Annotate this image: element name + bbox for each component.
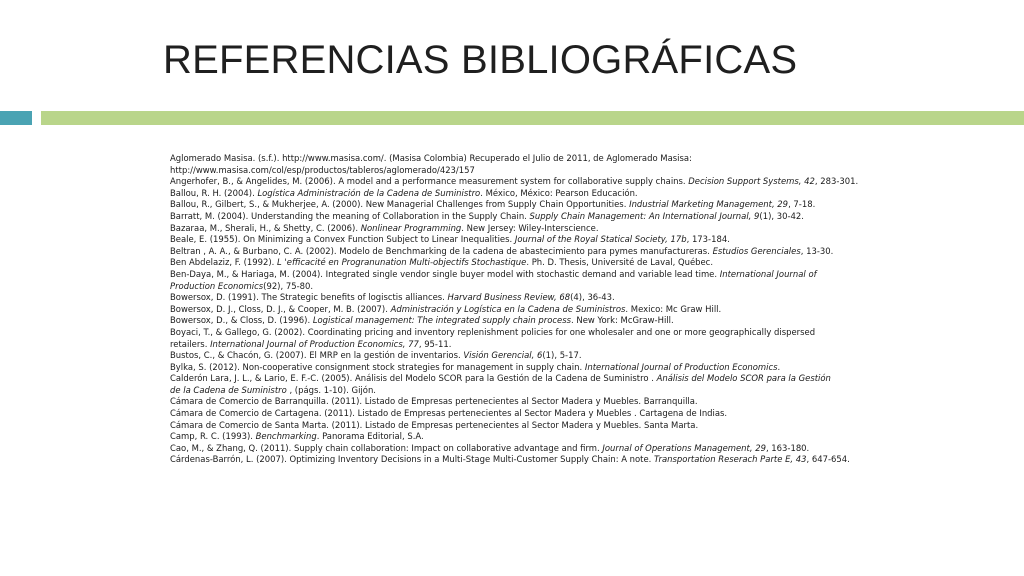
reference-text: retailers.	[170, 338, 211, 349]
reference-text: . Ph. D. Thesis, Université de Laval, Québec.	[526, 257, 714, 268]
reference-text: , 13-30.	[800, 245, 834, 256]
reference-text: Ballou, R. H. (2004).	[170, 187, 258, 198]
reference-text: . New York: McGraw-Hill.	[571, 315, 674, 326]
reference-text: Camp, R. C. (1993).	[170, 431, 256, 442]
reference-text: Cárdenas-Barrón, L. (2007). Optimizing Inventory Decisions in a Multi-Stage Multi-Customer Supply Chain: A note.	[170, 454, 655, 465]
reference-italic: Industrial Marketing Management, 29	[629, 199, 789, 210]
accent-bar-right	[41, 111, 1024, 125]
reference-text: Ballou, R., Gilbert, S., & Mukherjee, A. (2000). New Managerial Challenges from Supply Chain Opportunities.	[170, 199, 630, 210]
references-list	[170, 153, 930, 466]
reference-text: Bylka, S. (2012). Non-cooperative consignment stock strategies for management in supply chain.	[170, 361, 585, 372]
reference-italic: Benchmarking	[255, 431, 317, 442]
reference-text: . Panorama Editorial, S.A.	[316, 431, 424, 442]
reference-italic: Estudios Gerenciales	[712, 245, 801, 256]
reference-italic: International Journal of Production Economics	[584, 361, 778, 372]
reference-line	[170, 234, 930, 246]
reference-text: , 7-18.	[788, 199, 816, 210]
reference-italic: Nonlinear Programming	[360, 222, 462, 233]
reference-text: Boyaci, T., & Gallego, G. (2002). Coordinating pricing and inventory replenishment policies for one wholesaler and one or more geographically dispersed	[170, 326, 816, 337]
reference-italic: International Journal of Production Economics, 77	[210, 338, 419, 349]
reference-text: Cámara de Comercio de Santa Marta. (2011). Listado de Empresas pertenecientes al Sector Madera y Muebles. Santa Marta.	[170, 419, 699, 430]
reference-line	[170, 246, 930, 258]
reference-line	[170, 408, 930, 420]
reference-text: Barratt, M. (2004). Understanding the meaning of Collaboration in the Supply Chain.	[170, 210, 530, 221]
reference-text: Angerhofer, B., & Angelides, M. (2006). A model and a performance measurement system for collaborative supply chains.	[170, 176, 689, 187]
reference-line	[170, 339, 930, 351]
reference-text: Beale, E. (1955). On Minimizing a Convex Function Subject to Linear Inequalities.	[170, 234, 515, 245]
reference-text: .	[777, 361, 781, 372]
reference-text: Bowersox, D. (1991). The Strategic benefits of logisctis alliances.	[170, 292, 448, 303]
reference-text: Bowersox, D., & Closs, D. (1996).	[170, 315, 313, 326]
reference-line	[170, 257, 930, 269]
reference-line	[170, 315, 930, 327]
reference-text: Beltran , A. A., & Burbano, C. A. (2002). Modelo de Benchmarking de la cadena de abastecimiento para pymes manufactureras.	[170, 245, 713, 256]
reference-text: (92), 75-80.	[263, 280, 314, 291]
slide-title: REFERENCIAS BIBLIOGRÁFICAS	[163, 38, 798, 82]
reference-text: . México, México: Pearson Educación.	[480, 187, 638, 198]
accent-bar-left	[0, 111, 32, 125]
reference-italic: Journal of the Royal Statical Society, 17b	[514, 234, 687, 245]
reference-text: Ben-Daya, M., & Hariaga, M. (2004). Integrated single vendor single buyer model with stochastic demand and variable lead time.	[170, 268, 720, 279]
reference-text: , 283-301.	[814, 176, 859, 187]
reference-line	[170, 269, 930, 281]
reference-text: (4), 36-43.	[570, 292, 615, 303]
reference-text: Bustos, C., & Chacón, G. (2007). El MRP en la gestión de inventarios.	[170, 350, 464, 361]
reference-text: , 163-180.	[765, 442, 810, 453]
reference-line	[170, 362, 930, 374]
reference-italic: Transportation Reserach Parte E, 43	[654, 454, 807, 465]
reference-line	[170, 292, 930, 304]
reference-italic: Análisis del Modelo SCOR para la Gestión	[656, 373, 831, 384]
reference-italic: de la Cadena de Suministro	[170, 384, 287, 395]
reference-line	[170, 188, 930, 200]
reference-italic: Decision Support Systems, 42	[688, 176, 815, 187]
reference-line	[170, 373, 930, 385]
reference-line	[170, 199, 930, 211]
reference-text: Cao, M., & Zhang, Q. (2011). Supply chain collaboration: Impact on collaborative advantage and firm.	[170, 442, 603, 453]
reference-italic: L 'efficacité en Progranunation Multi-objectifs Stochastique	[277, 257, 527, 268]
reference-text: Ben Abdelaziz, F. (1992).	[170, 257, 278, 268]
reference-italic: International Journal of	[719, 268, 817, 279]
reference-line	[170, 304, 930, 316]
reference-line	[170, 350, 930, 362]
reference-text: (1), 5-17.	[542, 350, 582, 361]
reference-line	[170, 153, 930, 165]
reference-text: , 647-654.	[806, 454, 850, 465]
reference-text: Cámara de Comercio de Barranquilla. (2011). Listado de Empresas pertenecientes al Sector Madera y Muebles. Barranquilla.	[170, 396, 698, 407]
reference-text: . New Jersey: Wiley-Interscience.	[461, 222, 599, 233]
reference-italic: Visión Gerencial, 6	[463, 350, 543, 361]
reference-text: http://www.masisa.com/col/esp/productos/tableros/aglomerado/423/157	[170, 164, 475, 175]
reference-line	[170, 176, 930, 188]
reference-italic: Administración y Logística en la Cadena de Suministros	[390, 303, 626, 314]
reference-line	[170, 211, 930, 223]
reference-line	[170, 327, 930, 339]
reference-italic: Supply Chain Management: An International Journal, 9	[529, 210, 760, 221]
reference-line	[170, 431, 930, 443]
reference-italic: Logística Administración de la Cadena de Suministro	[257, 187, 481, 198]
reference-text: (1), 30-42.	[759, 210, 804, 221]
reference-italic: Journal of Operations Management, 29	[602, 442, 766, 453]
reference-italic: Harvard Business Review, 68	[447, 292, 571, 303]
reference-italic: Logistical management: The integrated supply chain process	[312, 315, 572, 326]
reference-text: Aglomerado Masisa. (s.f.). http://www.masisa.com/. (Masisa Colombia) Recuperado el Julio de 2011, de Aglomerado Masisa:	[170, 153, 692, 163]
reference-line	[170, 165, 930, 177]
reference-text: . Mexico: Mc Graw Hill.	[625, 303, 722, 314]
reference-text: , 173-184.	[686, 234, 730, 245]
reference-line	[170, 223, 930, 235]
reference-text: Bowersox, D. J., Closs, D. J., & Cooper, M. B. (2007).	[170, 303, 391, 314]
reference-text: , 95-11.	[418, 338, 452, 349]
reference-line	[170, 454, 930, 466]
reference-line	[170, 281, 930, 293]
reference-line	[170, 443, 930, 455]
reference-text: Calderón Lara, J. L., & Lario, E. F.-C. (2005). Análisis del Modelo SCOR para la Gestión de la Cadena de Suministro .	[170, 373, 657, 384]
reference-text: Cámara de Comercio de Cartagena. (2011). Listado de Empresas pertenecientes al Sector Madera y Muebles . Cartagena de Indias.	[170, 408, 728, 419]
reference-line	[170, 420, 930, 432]
reference-line	[170, 385, 930, 397]
reference-text: , (págs. 1-10). Gijón.	[286, 384, 376, 395]
reference-line	[170, 396, 930, 408]
reference-italic: Production Economics	[170, 280, 264, 291]
reference-text: Bazaraa, M., Sherali, H., & Shetty, C. (2006).	[170, 222, 361, 233]
